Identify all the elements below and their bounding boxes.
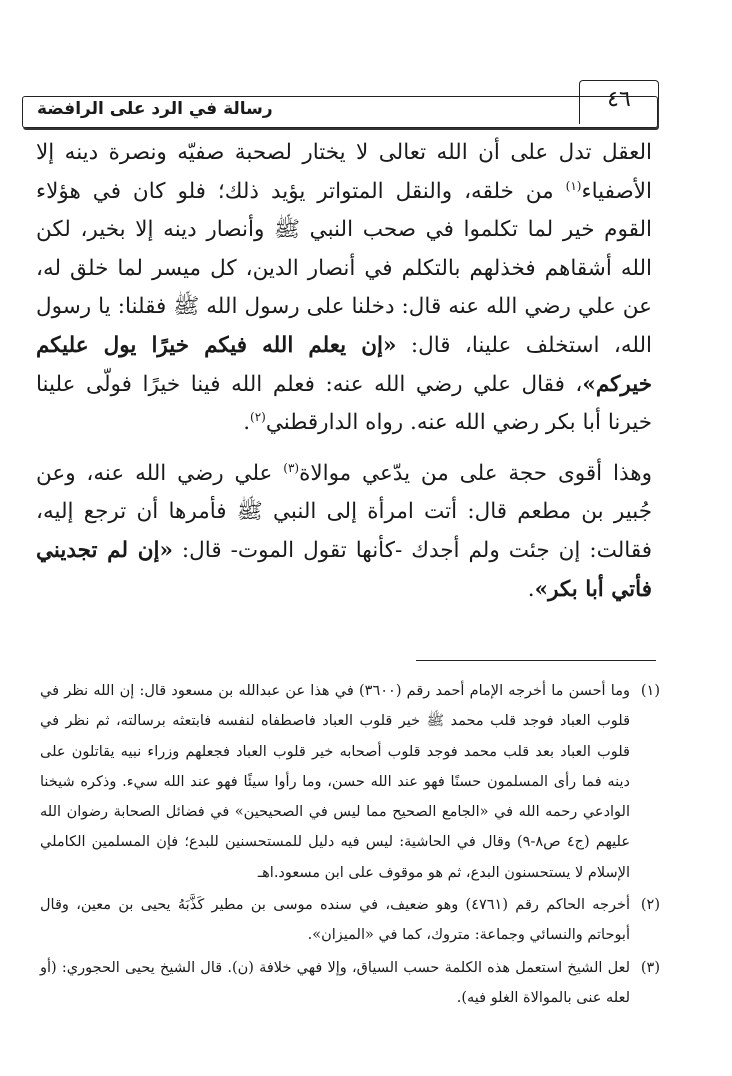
text-run: ، فقال علي رضي الله عنه: فعلم الله فينا خيرًا فولّى علينا خيرنا أبا بكر رضي الله عنه. رواه الدارقطني xyxy=(36,371,652,436)
text-run: علي رضي الله عنه، وعن جُبير بن مطعم قال: أتت امرأة إلى النبي ﷺ فأمرها أن ترجع إليه، فقالت: إن جئت ولم أجدك -كأنها تقول الموت- قال: xyxy=(36,460,652,563)
text-run: . xyxy=(243,410,251,436)
footnote-ref-1: (١) xyxy=(565,178,582,193)
footnote-2 xyxy=(40,890,660,951)
text-run: العقل تدل على أن الله تعالى لا يختار لصحبة صفيّه ونصرة دينه إلا الأصفياء xyxy=(36,140,652,204)
footnote-3 xyxy=(40,953,660,1014)
footnote-ref-2: (٢) xyxy=(250,410,266,424)
footnote-text: وما أحسن ما أخرجه الإمام أحمد رقم (٣٦٠٠) في هذا عن عبدالله بن مسعود قال: إن الله نظر في قلوب العباد فوجد قلب محمد ﷺ خير قلوب العباد فاصطفاه لنفسه فابتعثه برسالته، ثم نظر في قلوب العباد بعد قلب محمد فوجد قلوب أصحابه خير قلوب العباد فجعلهم وزراء نبيه يقاتلون على دينه فما رأى المسلمون حسنًا فهو عند الله حسن، وما رأوا سيئًا فهو عند الله سيء. وذكره شيخنا الوادعي رحمه الله في «الجامع الصحيح مما ليس في الصحيحين» في فضائل الصحابة رضوان الله عليهم (ج٤ ص٨-٩) وقال في الحاشية: ليس فيه دليل للمستحسنين للبدع؛ فإن المسلمين الكاملي الإسلام لا يستحسنون البدع، ثم هو موقوف على ابن مسعود.اهـ xyxy=(40,683,631,881)
footnote-text: أخرجه الحاكم رقم (٤٧٦١) وهو ضعيف، في سنده موسى بن مطير كَذَّبَهُ يحيى بن معين، وقال أبوحاتم والنسائي وجماعة: متروك، كما في «الميزان». xyxy=(40,897,631,944)
paragraph-2 xyxy=(36,455,652,609)
hadith-quote-2: «إن لم تجديني فأتي أبا بكر» xyxy=(36,537,652,602)
footnote-ref-3: (٣) xyxy=(283,460,300,475)
footnote-number: (١) xyxy=(640,683,660,699)
main-text xyxy=(36,134,652,609)
text-run: من خلقه، والنقل المتواتر يؤيد ذلك؛ فلو كان في هؤلاء القوم خير لما تكلموا في صحب النبي ﷺ وأنصار دينه إلا بخير، لكن الله أشقاهم فخذلهم بالتكلم في أنصار الدين، كل ميسر لما خلق له، عن علي رضي الله عنه قال: دخلنا على رسول الله ﷺ فقلنا: يا رسول الله، استخلف علينا، قال: xyxy=(36,178,653,358)
page-number: ٤٦ xyxy=(607,87,631,112)
footnote-text: لعل الشيخ استعمل هذه الكلمة حسب السياق، وإلا فهي خلافة (ن). قال الشيخ يحيى الحجوري: (أو لعله عنى بالموالاة الغلو فيه). xyxy=(40,959,630,1006)
paragraph-1 xyxy=(36,134,652,443)
header-title: رسالة في الرد على الرافضة xyxy=(37,99,273,119)
hadith-quote-1: «إن يعلم الله فيكم خيرًا يول عليكم خيركم» xyxy=(36,332,652,397)
text-run: وهذا أقوى حجة على من يدّعي موالاة xyxy=(299,460,652,486)
footnote-number: (٢) xyxy=(640,897,660,914)
footnote-1 xyxy=(40,676,660,888)
running-header xyxy=(22,96,658,128)
footnote-number: (٣) xyxy=(640,959,660,976)
footnote-separator xyxy=(416,660,656,661)
text-run: . xyxy=(527,576,535,602)
footnotes xyxy=(40,676,660,1013)
